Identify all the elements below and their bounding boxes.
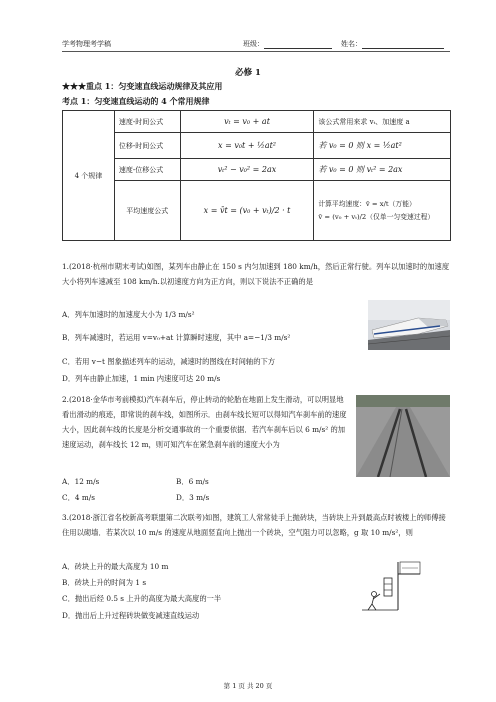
q2-option-c[interactable]: C．4 m/s (62, 493, 95, 502)
class-label: 班级： (243, 40, 264, 48)
table-row (63, 159, 451, 181)
q1-option-a[interactable]: A．列车加速时的加速度大小为 1/3 m/s² (62, 310, 195, 319)
question-3-stem: 3.(2018·浙江省名校新高考联盟第二次联考)如图，建筑工人常常徒手上抛砖块，当砖块上升到最高点时被楼上的师傅接住用以砌墙．若某次以 10 m/s 的速度从地面竖直向上抛出一个砖块，空气阻力可以忽略，g 取 10 m/s²，则 (62, 513, 446, 537)
q3-option-b[interactable]: B．砖块上升的时间为 1 s (62, 578, 147, 587)
row-formula: x = v₀t + ½at² (180, 133, 314, 159)
row-formula: vₜ = v₀ + at (180, 111, 314, 133)
worker-brick-icon (362, 560, 422, 612)
header-rule (62, 51, 450, 52)
road-skid-marks-icon (356, 395, 450, 477)
q3-option-d[interactable]: D．抛出后上升过程砖块做变减速直线运动 (62, 611, 200, 620)
table-row (63, 133, 451, 159)
section-heading: ★★★重点 1：匀变速直线运动规律及其应用 (62, 81, 223, 91)
train-image (368, 300, 450, 350)
table-row (63, 111, 451, 133)
high-speed-train-icon (368, 300, 450, 350)
q2-option-d[interactable]: D．3 m/s (176, 493, 210, 502)
class-field (243, 39, 332, 49)
q1-option-b[interactable]: B．列车减速时，若运用 v=v₀+at 计算瞬时速度，其中 a=−1/3 m/s² (62, 333, 291, 342)
brick-throw-diagram (362, 560, 422, 612)
question-2-stem: 2.(2018·金华市考前模拟)汽车刹车后，停止转动的轮胎在地面上发生滑动，可以明显地看出滑动的痕迹，即常说的刹车线，如图所示．由刹车线长短可以得知汽车刹车前的速度大小，因此刹车线的长度是分析交通事故的一个重要依据．若汽车刹车后以 6 m/s² 的加速度运动，刹车线长 12 m，则可知汽车在紧急刹车前的速度大小为 (62, 395, 347, 449)
row-formula: vₜ² − v₀² = 2ax (180, 159, 314, 181)
row-name: 位移-时间公式 (114, 133, 180, 159)
name-blank[interactable] (362, 40, 444, 49)
row-name: 平均速度公式 (114, 181, 180, 241)
class-blank[interactable] (264, 40, 332, 49)
q2-option-b[interactable]: B．6 m/s (176, 477, 209, 486)
q3-option-c[interactable]: C．抛出后经 0.5 s 上升的高度为最大高度的一半 (62, 594, 222, 603)
school-name: 学考物理考学稿 (62, 40, 111, 48)
row-name: 速度-位移公式 (114, 159, 180, 181)
row-name: 速度-时间公式 (114, 111, 180, 133)
row-formula: x = v̄t = (v₀ + vₜ)/2 · t (180, 181, 314, 241)
group-label: 4 个规律 (63, 111, 115, 241)
name-label: 姓名： (341, 40, 362, 48)
q1-option-d[interactable]: D．列车由静止加速，1 min 内速度可达 20 m/s (62, 374, 221, 383)
row-note: 若 v₀ = 0 则 x = ½at² (314, 133, 451, 159)
formula-table (62, 110, 451, 241)
question-1-stem: 1.(2018·杭州市期末考试)如图，某列车由静止在 150 s 内匀加速到 180 km/h，然后正常行驶。列车以加速时的加速度大小将列车速减至 108 km/h.以初速度方向为正方向，则以下说法不正确的是 (62, 262, 450, 286)
table-row (63, 181, 451, 241)
row-note: 若 v₀ = 0 则 vₜ² = 2ax (314, 159, 451, 181)
q1-option-c[interactable]: C．若用 v−t 图象描述列车的运动，减速时的图线在时间轴的下方 (62, 357, 276, 366)
page-title: 必修 1 (235, 68, 261, 78)
q3-option-a[interactable]: A．砖块上升的最大高度为 10 m (62, 562, 169, 571)
row-note: 该公式常用来求 vₜ、加速度 a (314, 111, 451, 133)
name-field (341, 39, 444, 49)
skid-marks-image (356, 395, 450, 477)
page-footer: 第 1 页 共 20 页 (223, 682, 273, 690)
row-note-1: 计算平均速度：v̄ = x/t（万能） (318, 199, 416, 208)
row-note-2: v̄ = (v₀ + vₜ)/2（仅单一匀变速过程） (318, 212, 435, 221)
subsection-heading: 考点 1：匀变速直线运动的 4 个常用规律 (62, 96, 210, 106)
q2-option-a[interactable]: A．12 m/s (62, 477, 100, 486)
